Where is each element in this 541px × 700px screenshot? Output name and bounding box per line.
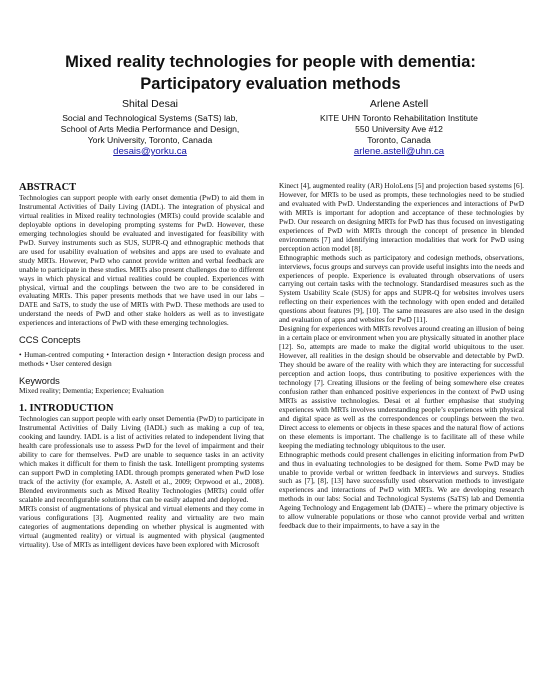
author-name: Shital Desai <box>121 98 179 110</box>
introduction-heading: 1. INTRODUCTION <box>19 403 114 415</box>
author-affiliation: York University, Toronto, Canada <box>87 135 213 145</box>
author-affiliation: Toronto, Canada <box>367 135 431 145</box>
abstract-heading: ABSTRACT <box>19 182 77 193</box>
author-email-link[interactable]: arlene.astell@uhn.ca <box>353 146 445 157</box>
intro-paragraph: MRTs consist of augmentations of physical and virtual elements and they come in various configurations [3]. Augmented reality and virtuality are two main categories of augmentations depending on whether physical is augmented with virtual (augmented reality) or virtual is augmented with physical (augmented virtuality). Use of MRTs as intelligent devices have been explored with Microsoft <box>19 503 264 549</box>
author-name: Arlene Astell <box>369 98 429 110</box>
title-line-2: Participatory evaluation methods <box>140 75 401 93</box>
author-affiliation: 550 University Ave #12 <box>355 124 443 134</box>
body-paragraph: Designing for experiences with MRTs revolves around creating an illusion of being in a certain place or environment when you are physically situated in another place [12]. So, attempts are made to make the digital world ubiquitous to the user. However, all realities in the design should be observable and detectable by PwD. They should be aware of the reality with which they are interacting for successful perception and action loops, thus contributing to positive experiences with the technology [7]. Creating illusions or the feeling of being somewhere else creates confusion rather than enhanced positive experiences in the context of PwD using MRTs as assistive technologies. Desai et al further emphasise that studying experiences with MRTs involves understanding people’s experiences with physical and digital space as well as the correspondences or couplings between the two. Direct access to elements or objects in these spaces and the natural flow of actions on these elements is important. The challenge is to facilitate all of these while keeping the mediating technology ubiquitous to the user. <box>279 324 524 450</box>
body-paragraph: Ethnographic methods such as participatory and codesign methods, observations, interviews, focus groups and surveys can provide useful insights into the needs and experiences of people. Experience is evaluated through observations of users carrying out certain tasks with the technology. Standardised measures such as the System Usability Scale (SUS) for apps and SUPR-Q for websites involves users reflecting on their experiences with the technology with open ended and detailed questions about features [9], [10]. The same measures are also used in the design and evaluation of apps and websites for PwD [11]. <box>279 252 524 325</box>
author-affiliation: KITE UHN Toronto Rehabilitation Institute <box>320 113 478 123</box>
left-column <box>19 182 264 549</box>
body-paragraph: Ethnographic methods could present challenges in eliciting information from PwD and thus in evaluating technologies to be designed for them. Some PwD may be unable to provide verbal or written feedback in interviews and surveys. Studies such as [7], [8], [13] have successfully used observation methods to investigate experiences and interactions of PwD with MRTs. We are developing research methods in our labs: Social and Technological Systems (SaTS) lab and Dementia Ageing Technology and Engagement lab (DATE) – where the primary objective is to allow vulnerable populations or those who cannot provide verbal and written feedback due to their impairments, to have a say in the <box>279 449 524 531</box>
ccs-text: • Human-centred computing • Interaction design • Interaction design process and methods • User centered design <box>19 350 264 369</box>
author-email-link[interactable]: desais@yorku.ca <box>113 146 187 157</box>
author-affiliation: Social and Technological Systems (SaTS) lab, <box>62 113 238 123</box>
right-column <box>279 182 524 531</box>
title-line-1: Mixed reality technologies for people with dementia: <box>65 53 476 71</box>
ccs-heading: CCS Concepts <box>19 335 81 346</box>
abstract-text: Technologies can support people with early onset dementia (PwD) to aid them in Instrumental Activities of Daily Living (IADL). The integration of physical and virtual realities in Mixed reality technologies (MRTs) could provide scalable and deployable options in developing prompting systems for PwD. However, these emerging technologies should be evaluated and investigated for feasibility with PwD. Survey instruments such as SUS, SUPR-Q and ethnographic methods that are used for usability evaluation of websites and apps are used to evaluate and study MRTs. However, PwD who cannot provide written and verbal feedback are unable to participate in these studies. MRTs also present challenges due to different ways in which physical and virtual realities could be coupled. Experiences with physical, virtual and the couplings between the two are to be considered in evaluating MRTs. This paper presents methods that we have used in our labs – DATE and SaTS, to study the use of MRTs with PwD. These methods are used to understand the needs of PwD and other stake holders as well as to investigate experiences and interactions of PwD with these emerging technologies. <box>19 193 264 328</box>
body-paragraph: Kinect [4], augmented reality (AR) HoloLens [5] and projection based systems [6]. However, for MRTs to be used as prompts, these technologies need to be studied and evaluated with PwD. Understanding the experiences and interactions of PwD with MRTs is important for adoption and acceptance of these technologies by PwD. Our research on designing MRTs for PwD has thus focused on investigating experiences of PwD with MRTs through the concept of presence in blended environments [7] and identifying interaction modalities that work for PwD using perception action model [8]. <box>279 181 524 253</box>
keywords-text: Mixed reality; Dementia; Experience; Evaluation <box>19 386 164 396</box>
author-block-desai <box>45 98 255 158</box>
keywords-heading: Keywords <box>19 376 60 387</box>
author-affiliation: School of Arts Media Performance and Design, <box>60 124 240 134</box>
author-block-astell <box>296 98 502 158</box>
intro-paragraph: Technologies can support people with early onset Dementia (PwD) to participate in Instrumental Activities of Daily Living (IADL) such as making a cup of tea, cooking and laundry. IADL is a list of activities related to independent living that health care professionals use to assess PwD for the level of impairment and their ability to care for themselves. PwD are unable to sequence tasks in an activity which makes it difficult for them to finish the task. Intelligent prompting systems can support PwD in completing IADL through prompts generated when PwD lose track of the activity (for example, A. Astell et al., 2009; Orpwood et al., 2008). Blended environments such as Mixed Reality Technologies (MRTs) could offer scalable and reconfigurable solutions that can be easily adapted and deployed. <box>19 414 264 504</box>
paper-title <box>20 51 521 95</box>
